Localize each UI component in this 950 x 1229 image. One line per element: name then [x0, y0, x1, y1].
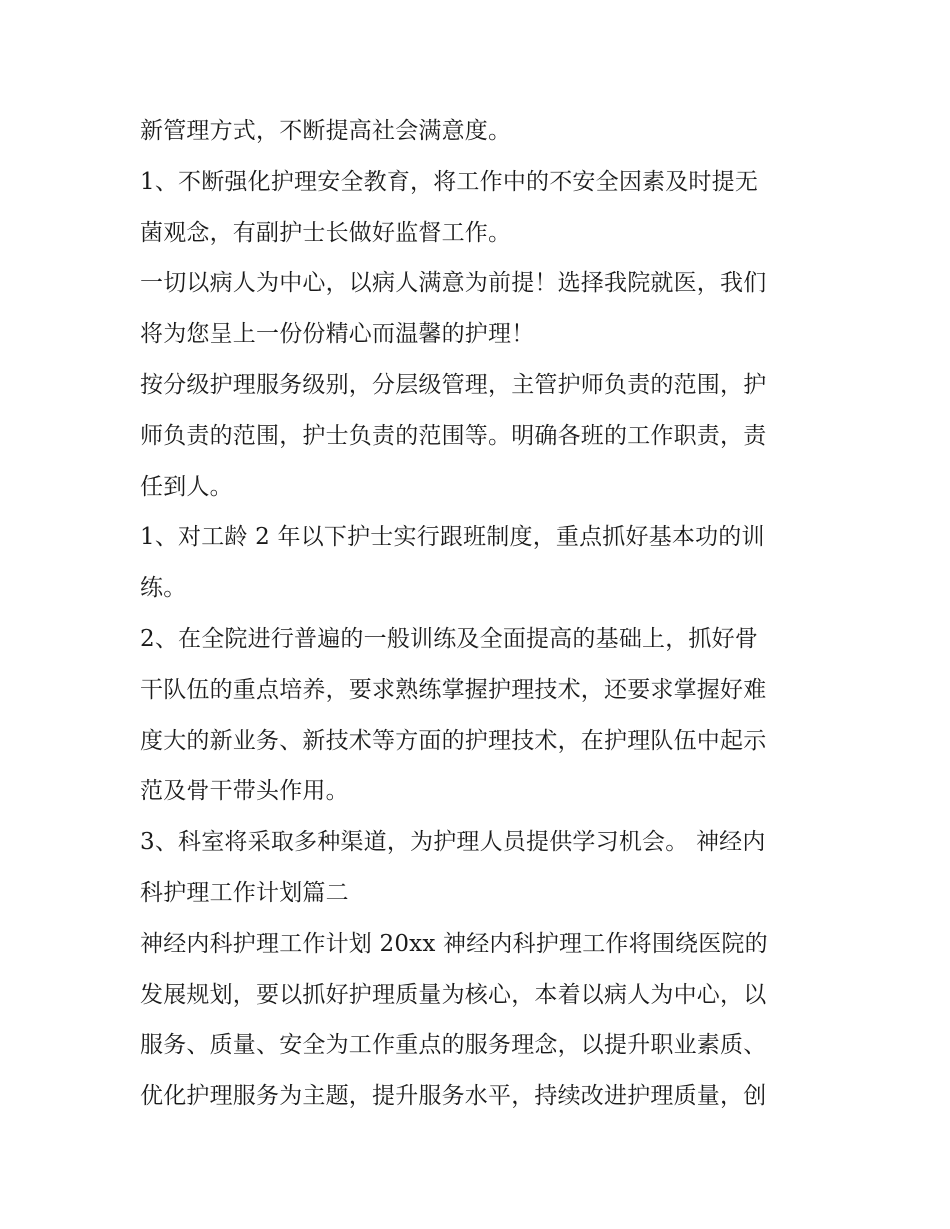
text-line: 新管理方式，不断提高社会满意度。: [140, 118, 512, 144]
text-line: 优化护理服务为主题，提升服务水平，持续改进护理质量，创: [140, 1083, 767, 1110]
text-line: 服务、质量、安全为工作重点的服务理念，以提升职业素质、: [140, 1032, 767, 1059]
text-line: 练。: [140, 575, 187, 602]
text-line: 发展规划，要以抓好护理质量为核心，本着以病人为中心，以: [140, 981, 767, 1008]
text-line: 3、科室将采取多种渠道，为护理人员提供学习机会。 神经内: [140, 829, 766, 856]
text-line: 1、对工龄 2 年以下护士实行跟班制度，重点抓好基本功的训: [140, 524, 765, 551]
text-line: 菌观念，有副护士长做好监督工作。: [140, 219, 512, 246]
text-line: 任到人。: [140, 473, 233, 500]
text-line: 一切以病人为中心，以病人满意为前提！选择我院就医，我们: [140, 270, 767, 297]
document-page: [140, 106, 820, 1122]
text-line: 范及骨干带头作用。: [140, 778, 349, 805]
text-line: 1、不断强化护理安全教育，将工作中的不安全因素及时提无: [140, 168, 759, 195]
text-line: 师负责的范围，护士负责的范围等。明确各班的工作职责，责: [140, 422, 767, 449]
text-line: 将为您呈上一份份精心而温馨的护理！: [140, 321, 535, 348]
text-line: 度大的新业务、新技术等方面的护理技术，在护理队伍中起示: [140, 727, 767, 754]
text-line: 神经内科护理工作计划 20xx 神经内科护理工作将围绕医院的: [140, 930, 768, 957]
text-line: 按分级护理服务级别，分层级管理，主管护师负责的范围，护: [140, 371, 767, 398]
text-line: 干队伍的重点培养，要求熟练掌握护理技术，还要求掌握好难: [140, 676, 767, 703]
section-heading-line: 科护理工作计划篇二: [140, 879, 349, 906]
text-line: 2、在全院进行普遍的一般训练及全面提高的基础上，抓好骨: [140, 625, 759, 652]
